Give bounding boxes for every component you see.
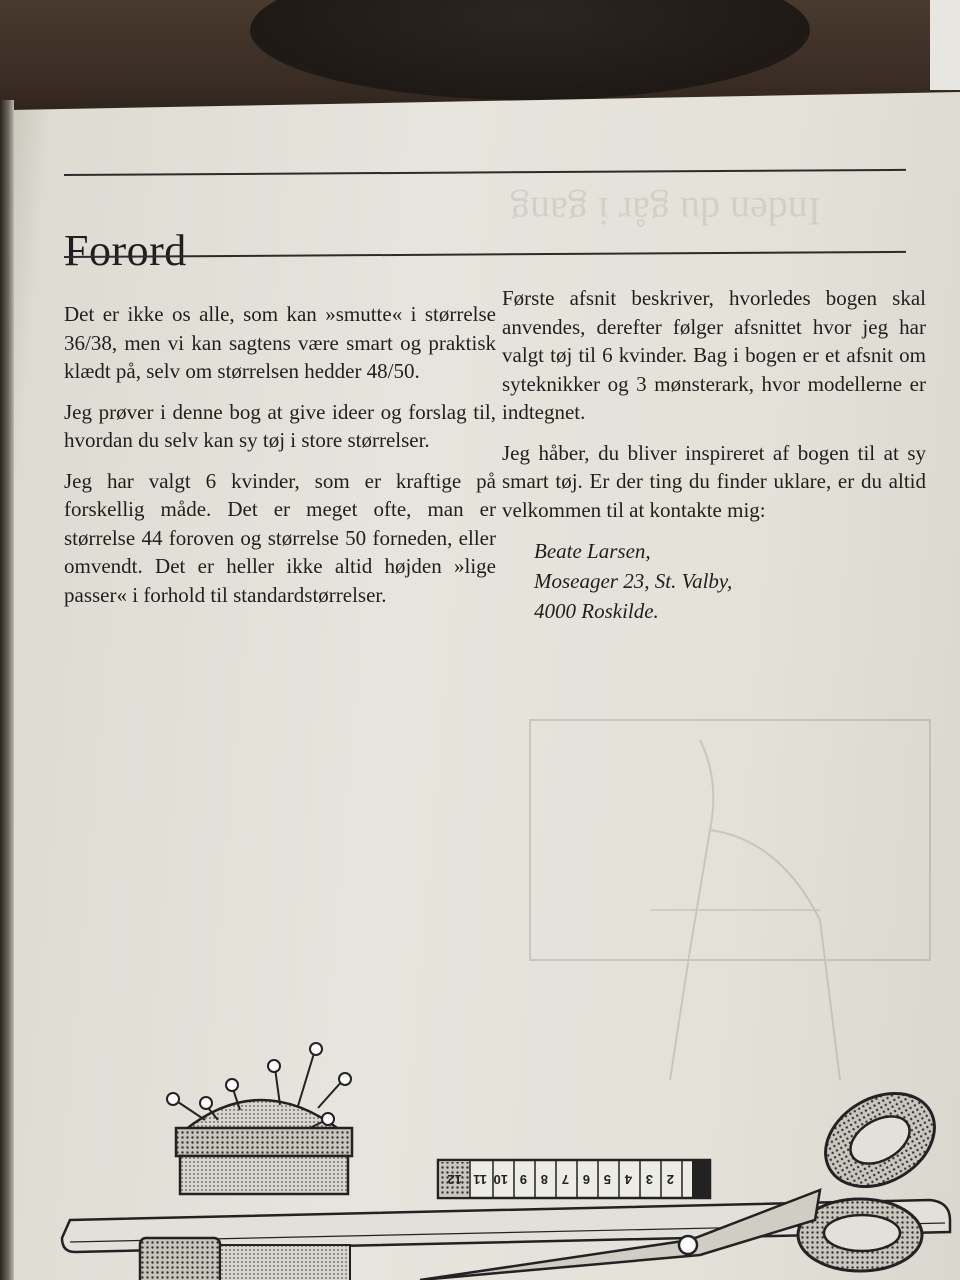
pincushion-icon <box>167 1043 352 1194</box>
paragraph: Første afsnit beskriver, hvorledes bogen skal anvendes, derefter følger afsnittet hvor jeg har valgt tøj til 6 kvinder. Bag i bogen er et afsnit om syteknikker og 3 mønsterark, hvor modellerne er indtegnet. <box>502 286 926 424</box>
thread-spool-icon <box>140 1238 350 1280</box>
tape-measure-icon <box>438 1160 710 1198</box>
page-title: Forord <box>64 226 187 276</box>
tape-number: 3 <box>645 1172 653 1187</box>
bleed-through-heading: Inden du går i gang <box>510 189 822 234</box>
tape-number: 7 <box>561 1172 569 1187</box>
paragraph: Jeg prøver i denne bog at give ideer og forslag til, hvordan du selv kan sy tøj i store størrelser. <box>64 399 496 452</box>
paragraph: Jeg håber, du bliver inspireret af bogen til at sy smart tøj. Er der ting du finder uklare, er du altid velkommen til at kontakte mig: <box>502 440 926 522</box>
address-name: Beate Larsen, <box>534 539 651 563</box>
tape-number: 8 <box>540 1172 548 1187</box>
tape-number: 5 <box>603 1172 611 1187</box>
tape-number: 9 <box>519 1172 527 1187</box>
tape-number: 4 <box>624 1172 632 1187</box>
background-paper-corner <box>930 0 960 90</box>
paragraph: Jeg har valgt 6 kvinder, som er kraftige på forskellig måde. Det er meget ofte, man er størrelse 44 foroven og størrelse 50 forneden, eller omvendt. Det er heller ikke altid højden »lige passer« i forhold til standardstørrelser. <box>64 468 496 607</box>
paragraph: Det er ikke os alle, som kan »smutte« i størrelse 36/38, men vi kan sagtens være smart og praktisk klædt på, selv om størrelsen hedder 48/50. <box>64 302 496 383</box>
address-city: 4000 Roskilde. <box>534 599 659 623</box>
tape-number: 11 <box>473 1172 487 1187</box>
tape-number: 2 <box>666 1172 674 1187</box>
right-text-column <box>502 284 926 626</box>
sewing-illustration <box>0 1020 960 1280</box>
contact-address <box>534 536 926 626</box>
tape-number: 6 <box>582 1172 590 1187</box>
left-text-column <box>64 300 496 621</box>
tape-number: 10 <box>493 1172 508 1187</box>
tape-number: 12 <box>447 1172 462 1187</box>
address-street: Moseager 23, St. Valby, <box>534 569 733 593</box>
